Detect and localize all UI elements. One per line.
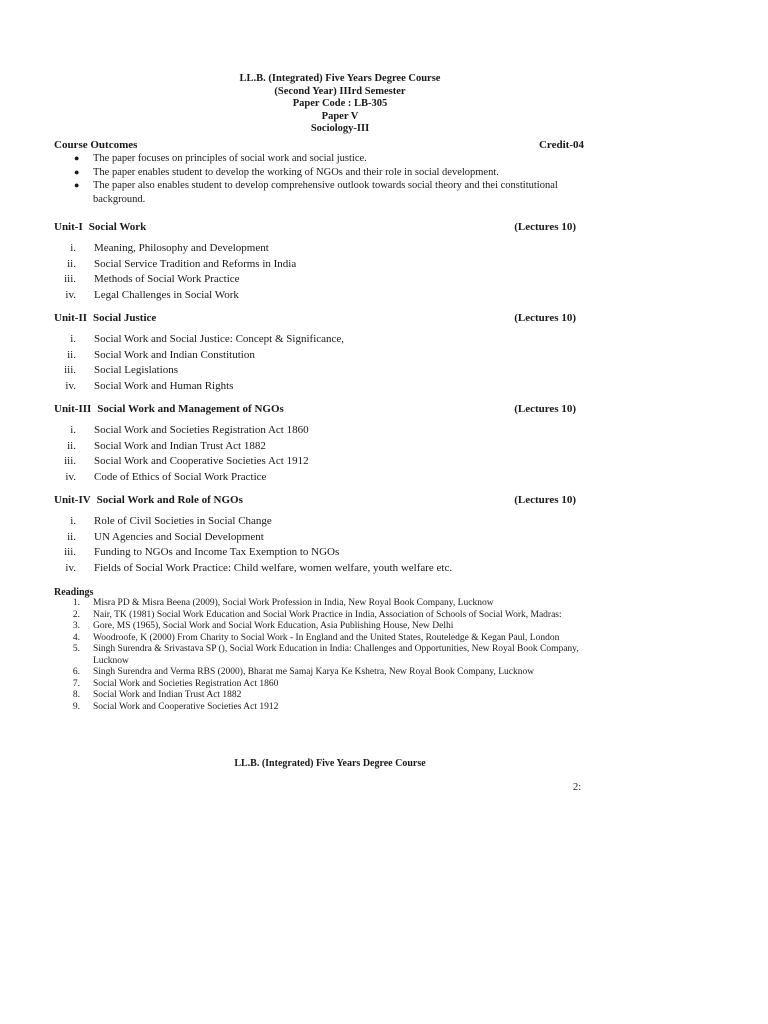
list-item: ● The paper enables student to develop the working of NGOs and their role in social development. (74, 166, 499, 178)
bullet-icon: ● (74, 153, 80, 163)
lectures-label: (Lectures 10) (514, 494, 576, 506)
unit-label: Unit-IV (54, 494, 91, 506)
lectures-label: (Lectures 10) (514, 312, 576, 324)
paper-code: Paper Code : LB-305 (292, 98, 388, 109)
lectures-label: (Lectures 10) (514, 403, 576, 415)
bullet-icon: ● (74, 180, 80, 190)
unit-topics (54, 514, 554, 577)
unit-label: Unit-I (54, 221, 83, 233)
unit-title: Social Work (88, 221, 147, 233)
bullet-icon: ● (74, 166, 80, 177)
unit-title: Social Work and Management of NGOs (97, 403, 284, 415)
list-item: iii. Social Work and Cooperative Societies Act 1912 (64, 455, 309, 468)
list-item: ii. Social Work and Indian Constitution (67, 348, 255, 361)
list-item: iv. Fields of Social Work Practice: Child welfare, women welfare, youth welfare etc. (65, 562, 453, 575)
list-item: i. Role of Civil Societies in Social Change (70, 515, 272, 527)
list-item: 5. Singh Surendra & Srivastava SP (), Social Work Education in India: Challenges and Opportunities, New Royal Book Company, Lucknow (72, 644, 579, 666)
list-item: i. Meaning, Philosophy and Development (70, 242, 269, 254)
list-item: iv. Social Work and Human Rights (65, 380, 234, 393)
list-item: 7. Social Work and Societies Registration Act 1860 (72, 678, 279, 689)
document-header (160, 73, 520, 136)
course-title: LL.B. (Integrated) Five Years Degree Course (239, 73, 441, 84)
readings-list (60, 598, 584, 713)
page-footer: LL.B. (Integrated) Five Years Degree Course (234, 758, 426, 769)
list-item: 4. Woodroofe, K (2000) From Charity to Social Work - In England and the United States, Routeledge & Kegan Paul, London (72, 632, 560, 643)
list-item: 6. Singh Surendra and Verma RBS (2000), Bharat me Samaj Karya Ke Kshetra, New Royal Book Company, Lucknow (72, 667, 535, 677)
course-outcomes-title: Course Outcomes (54, 139, 138, 151)
list-item: 3. Gore, MS (1965), Social Work and Social Work Education, Asia Publishing House, New Delhi (72, 621, 454, 631)
subject-title: Sociology-III (310, 123, 370, 134)
paper-number: Paper V (321, 110, 359, 122)
unit-label: Unit-II (54, 312, 88, 324)
course-outcomes-heading (54, 139, 584, 151)
list-item: 9. Social Work and Cooperative Societies Act 1912 (72, 701, 279, 712)
unit-title: Social Work and Role of NGOs (96, 494, 243, 506)
unit-topics (54, 332, 554, 395)
list-item: iii. Methods of Social Work Practice (64, 273, 240, 286)
credit-label: Credit-04 (538, 139, 584, 151)
list-item: i. Social Work and Social Justice: Concept & Significance, (70, 333, 345, 345)
list-item: 1. Misra PD & Misra Beena (2009), Social Work Profession in India, New Royal Book Company, Lucknow (72, 598, 494, 608)
list-item: iv. Legal Challenges in Social Work (65, 289, 239, 302)
list-item: ii. Social Work and Indian Trust Act 1882 (67, 439, 266, 452)
list-item: iii. Funding to NGOs and Income Tax Exemption to NGOs (64, 546, 340, 559)
unit-heading (54, 221, 576, 233)
list-item: 8. Social Work and Indian Trust Act 1882 (72, 690, 242, 700)
list-item: ii. UN Agencies and Social Development (67, 530, 264, 543)
unit-heading (54, 494, 576, 506)
list-item: iii. Social Legislations (64, 364, 179, 377)
list-item: iv. Code of Ethics of Social Work Practice (65, 471, 267, 484)
list-item: ● The paper focuses on principles of social work and social justice. (74, 153, 367, 164)
page-number: 2: (573, 782, 582, 793)
lectures-label: (Lectures 10) (514, 221, 576, 233)
unit-title: Social Justice (93, 312, 157, 324)
unit-heading (54, 312, 576, 324)
list-item: 2. Nair, TK (1981) Social Work Education and Social Work Practice in India, Association of Schools of Social Work, Madras: (72, 609, 562, 620)
list-item: ii. Social Service Tradition and Reforms in India (67, 257, 297, 270)
unit-topics (54, 423, 554, 486)
readings-heading: Readings (54, 587, 94, 598)
unit-topics (54, 241, 554, 304)
list-item: ● The paper also enables student to develop comprehensive outlook towards social theory and thei constitutional background. (74, 180, 558, 205)
unit-heading (54, 403, 576, 415)
outcomes-list (72, 152, 592, 206)
semester-line: (Second Year) IIIrd Semester (274, 85, 406, 97)
list-item: i. Social Work and Societies Registration Act 1860 (70, 424, 309, 436)
unit-label: Unit-III (54, 403, 92, 415)
